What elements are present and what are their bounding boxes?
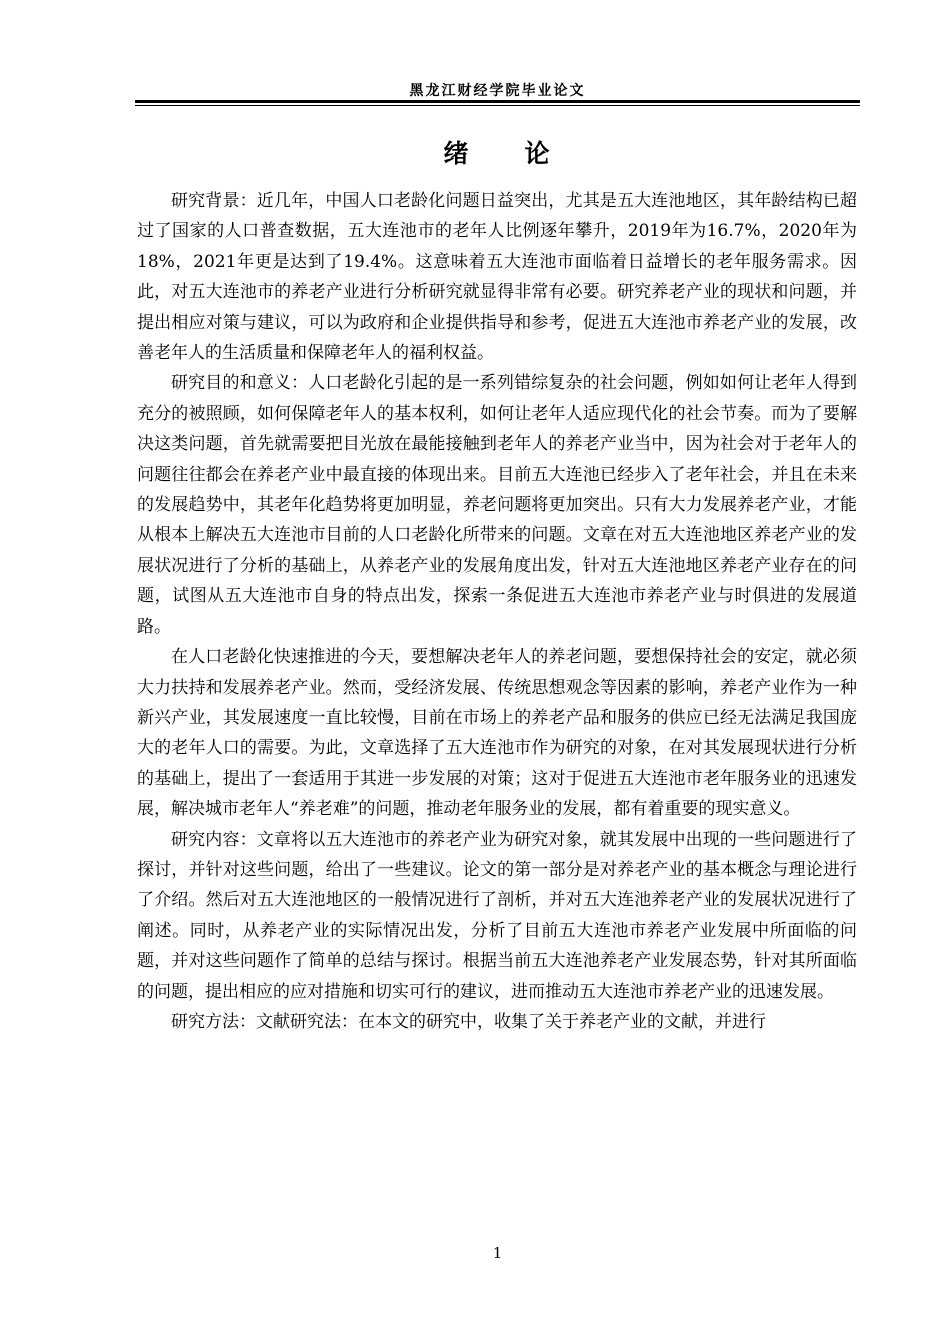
- paragraph-significance: 在人口老龄化快速推进的今天，要想解决老年人的养老问题，要想保持社会的安定，就必须大力扶持和发展养老产业。然而，受经济发展、传统思想观念等因素的影响，养老产业作为一种新兴产业，其发展速度一直比较慢，目前在市场上的养老产品和服务的供应已经无法满足我国庞大的老年人口的需要。为此，文章选择了五大连池市作为研究的对象，在对其发展现状进行分析的基础上，提出了一套适用于其进一步发展的对策；这对于促进五大连池市老年服务业的迅速发展，解决城市老年人“养老难”的问题，推动老年服务业的发展，都有着重要的现实意义。: [137, 647, 857, 820]
- page-number: 1: [492, 1244, 503, 1262]
- header-rule-thick: [135, 100, 860, 103]
- paragraph-background: 研究背景：近几年，中国人口老龄化问题日益突出，尤其是五大连池地区，其年龄结构已超过了国家的人口普查数据，五大连池市的老年人比例逐年攀升，2019年为16.7%，2020年为18%，2021年更是达到了19.4%。这意味着五大连池市面临着日益增长的老年服务需求。因此，对五大连池市的养老产业进行分析研究就显得非常有必要。研究养老产业的现状和问题，并提出相应对策与建议，可以为政府和企业提供指导和参考，促进五大连池市养老产业的发展，改善老年人的生活质量和保障老年人的福利权益。: [137, 191, 857, 364]
- header-rule-thin: [135, 105, 860, 106]
- paragraph-content: 研究内容：文章将以五大连池市的养老产业为研究对象，就其发展中出现的一些问题进行了探讨，并针对这些问题，给出了一些建议。论文的第一部分是对养老产业的基本概念与理论进行了介绍。然后对五大连池地区的一般情况进行了剖析，并对五大连池养老产业的发展状况进行了阐述。同时，从养老产业的实际情况出发，分析了目前五大连池市养老产业发展中所面临的问题，并对这些问题作了简单的总结与探讨。根据当前五大连池养老产业发展态势，针对其所面临的问题，提出相应的应对措施和切实可行的建议，进而推动五大连池市养老产业的迅速发展。: [137, 829, 857, 1002]
- paragraph-purpose: 研究目的和意义：人口老龄化引起的是一系列错综复杂的社会问题，例如如何让老年人得到充分的被照顾，如何保障老年人的基本权利，如何让老年人适应现代化的社会节奏。而为了要解决这类问题，首先就需要把目光放在最能接触到老年人的养老产业当中，因为社会对于老年人的问题往往都会在养老产业中最直接的体现出来。目前五大连池已经步入了老年社会，并且在未来的发展趋势中，其老年化趋势将更加明显，养老问题将更加突出。只有大力发展养老产业，才能从根本上解决五大连池市目前的人口老龄化所带来的问题。文章在对五大连池地区养老产业的发展状况进行了分析的基础上，从养老产业的发展角度出发，针对五大连池地区养老产业存在的问题，试图从五大连池市自身的特点出发，探索一条促进五大连池市养老产业与时俱进的发展道路。: [137, 373, 857, 637]
- running-header: 黑龙江财经学院毕业论文: [409, 83, 586, 99]
- body-text: [137, 186, 857, 1037]
- paragraph-methods: 研究方法：文献研究法：在本文的研究中，收集了关于养老产业的文献，并进行: [171, 1011, 766, 1032]
- page-title: 绪 论: [443, 139, 552, 168]
